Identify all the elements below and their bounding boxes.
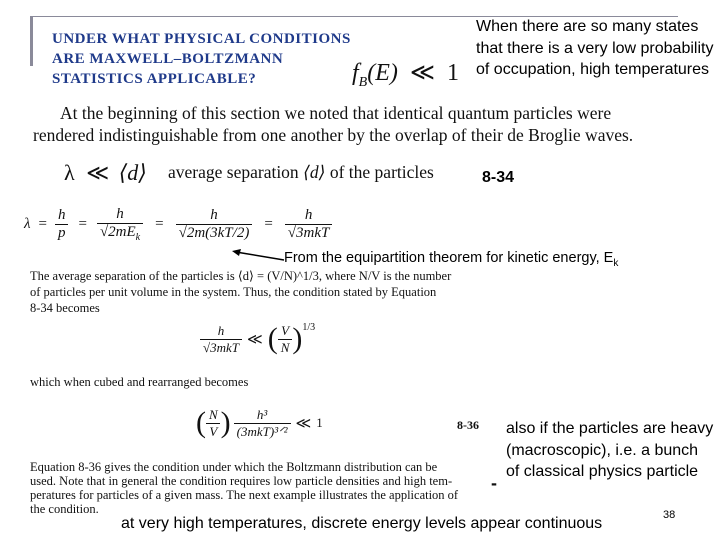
eq836-rhs: 1 xyxy=(316,415,323,430)
lam-frac-2 xyxy=(97,206,143,243)
eq836-frac-b xyxy=(234,407,291,440)
lam-frac-4 xyxy=(285,207,333,242)
eq834-number: 8-34 xyxy=(482,169,515,186)
eq834-rel: ≪ xyxy=(86,160,110,185)
lam-f4-num: h xyxy=(304,207,313,223)
intro-line-2: rendered indistinguishable from one another by the overlap of their de Broglie waves. xyxy=(33,125,634,145)
ineq-lparen-icon: ( xyxy=(267,322,278,355)
ineq-paren-frac xyxy=(278,323,293,356)
fb-sub: B xyxy=(358,74,368,90)
fb-condition xyxy=(352,58,459,91)
intro-line-1: At the beginning of this section we noted that identical quantum particles were xyxy=(60,103,612,123)
lam-f2-den-text: √2mE xyxy=(99,224,136,240)
lam-frac-1 xyxy=(55,207,69,242)
eq836-a-num: N xyxy=(209,406,218,422)
lam-eq-4: = xyxy=(264,216,273,232)
ineq-rparen-icon: ) xyxy=(292,322,303,355)
note-heavy-particles: also if the particles are heavy (macroscopic), i.e. a bunch of classical physics particle xyxy=(506,420,714,480)
lam-f1-den: p xyxy=(55,224,69,242)
lam-eq-2: = xyxy=(78,216,87,232)
eq-8-36 xyxy=(196,406,323,440)
eq834-text-b: of the particles xyxy=(329,162,434,182)
ineq-paren-den: N xyxy=(278,339,293,356)
note-equip-text: From the equipartition theorem for kinetic energy, E xyxy=(284,250,614,266)
para1-line-3: 8-34 becomes xyxy=(30,301,100,315)
heading-line-1: UNDER WHAT PHYSICAL CONDITIONS xyxy=(52,31,351,47)
para1-line-1: The average separation of the particles is ⟨d⟩ = (V/N)^1/3, where N/V is the number xyxy=(30,269,452,283)
eq836-lparen-icon: ( xyxy=(196,406,206,439)
lam-frac-3 xyxy=(176,207,253,242)
eq836-a-den: V xyxy=(206,423,220,440)
heading-line-3: STATISTICS APPLICABLE? xyxy=(52,71,257,87)
note-high-temperatures: When there are so many states that there is a very low probability of occupation, high temperatures xyxy=(476,18,714,78)
note-dash: - xyxy=(491,473,497,493)
equipartition-arrow-icon xyxy=(228,246,288,264)
fb-rhs: 1 xyxy=(447,60,460,86)
eq834-text xyxy=(168,162,434,183)
heading-line-2: ARE MAXWELL–BOLTZMANN xyxy=(52,51,284,67)
eq-8-34 xyxy=(64,160,147,186)
eq836-frac-a xyxy=(206,407,221,440)
eq834-text-a: average separation xyxy=(168,162,299,182)
lambda-equation xyxy=(24,206,332,243)
para1-line-2: of particles per unit volume in the system. Thus, the condition stated by Equation xyxy=(30,285,437,299)
para2-line-4: the condition. xyxy=(30,502,99,516)
lam-f2-sub: k xyxy=(135,232,141,243)
para2-line-3: peratures for particles of a given mass. The next example illustrates the application of xyxy=(30,488,459,502)
para2-line-1: Equation 8-36 gives the condition under which the Boltzmann distribution can be xyxy=(30,460,438,474)
fb-rel: ≪ xyxy=(409,60,436,86)
eq834-lambda: λ xyxy=(64,160,75,185)
fb-f: f xyxy=(352,60,359,86)
lam-eq-1: = xyxy=(38,216,47,232)
page-number: 38 xyxy=(663,509,676,521)
eq836-number: 8-36 xyxy=(457,418,479,432)
note-equip-sub: k xyxy=(613,257,619,269)
fb-arg: (E) xyxy=(367,60,398,86)
slide-left-border xyxy=(30,16,33,66)
ineq-num: h xyxy=(217,322,225,338)
lam-f3-den: √2m(3kT/2) xyxy=(176,224,253,242)
eq836-b-num: h³ xyxy=(256,406,268,422)
eq834-text-d: ⟨d⟩ xyxy=(303,162,326,182)
inequality-eq xyxy=(200,322,315,356)
eq836-rel: ≪ xyxy=(295,415,312,432)
ineq-den: √3mkT xyxy=(200,339,242,356)
lam-f2-den xyxy=(97,223,143,243)
ineq-frac xyxy=(200,323,242,356)
lam-f1-num: h xyxy=(57,207,66,223)
ineq-paren-num: V xyxy=(281,322,290,338)
lam-f4-den: √3mkT xyxy=(285,224,333,242)
eq836-b-den: (3mkT)³ᐟ² xyxy=(234,423,291,440)
lam-eq-3: = xyxy=(155,216,164,232)
ineq-exp: 1/3 xyxy=(302,322,316,333)
lam-lhs: λ xyxy=(24,216,31,232)
para2-line-2: used. Note that in general the condition requires low particle densities and high tem- xyxy=(30,474,453,488)
ineq-rel: ≪ xyxy=(247,331,263,348)
note-continuous-levels: at very high temperatures, discrete energy levels appear continuous xyxy=(121,515,603,532)
cubed-text: which when cubed and rearranged becomes xyxy=(30,375,249,389)
lam-f2-num: h xyxy=(116,206,124,222)
eq834-d: ⟨d⟩ xyxy=(118,160,147,185)
note-equipartition xyxy=(284,250,618,269)
lam-f3-num: h xyxy=(210,207,218,223)
eq836-rparen-icon: ) xyxy=(220,406,231,439)
